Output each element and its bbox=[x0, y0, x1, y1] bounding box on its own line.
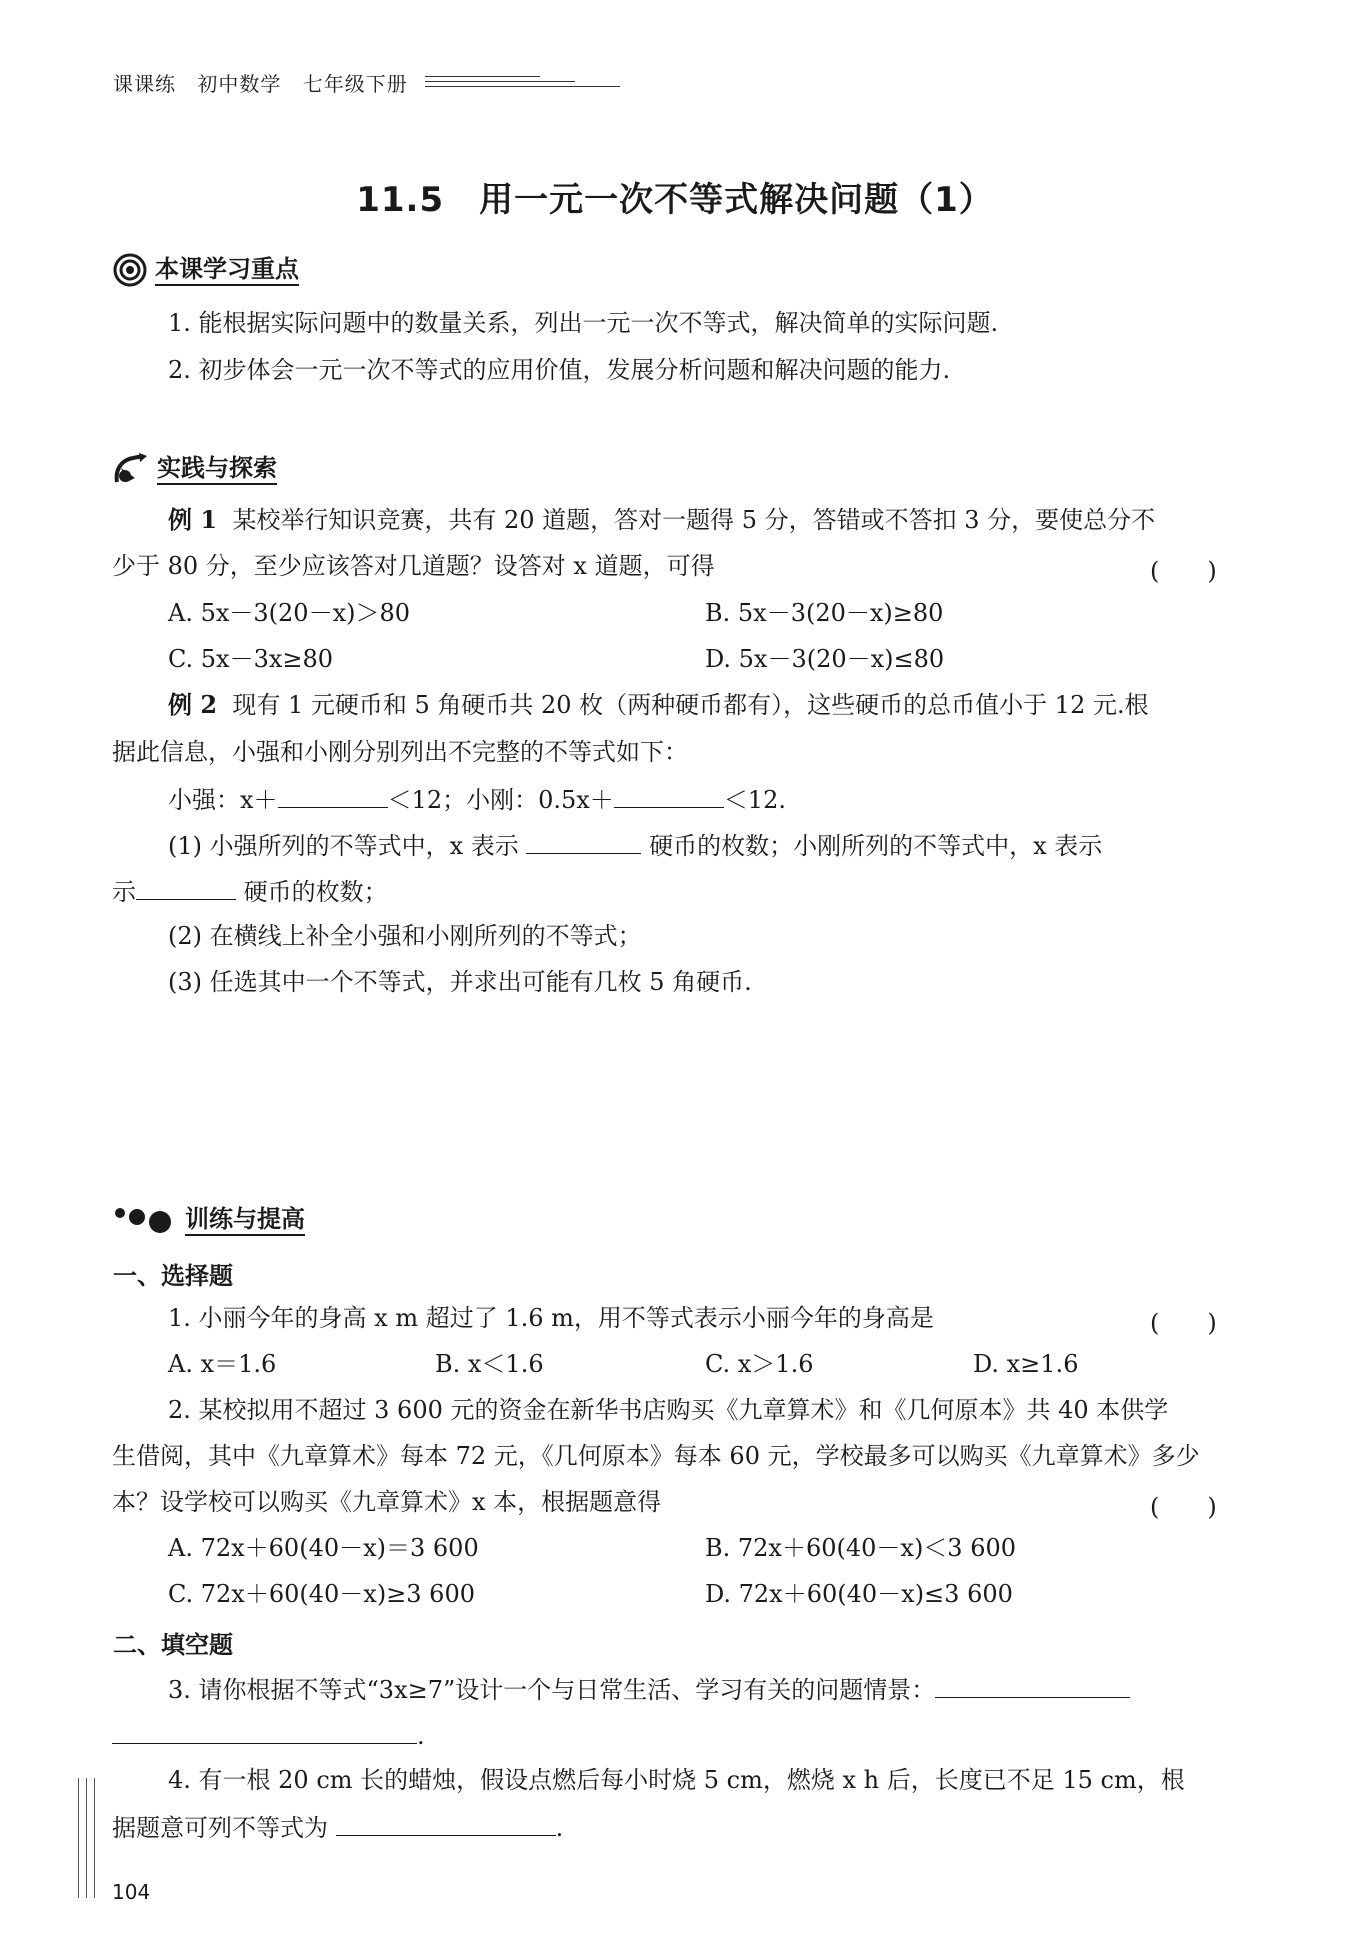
ex2-q1-part-c: 示 bbox=[112, 878, 136, 906]
part1-heading: 一、选择题 bbox=[113, 1262, 233, 1290]
q2-answer-paren: ( ) bbox=[1150, 1493, 1217, 1521]
explore-heading bbox=[113, 452, 277, 486]
ex2-ineq-part-a: 小强：x＋ bbox=[168, 786, 278, 814]
page-number: 104 bbox=[112, 1880, 151, 1904]
q2-option-a: A. 72x＋60(40－x)＝3 600 bbox=[168, 1534, 479, 1562]
q1-option-b: B. x＜1.6 bbox=[435, 1350, 544, 1378]
q1-option-c: C. x＞1.6 bbox=[705, 1350, 814, 1378]
ex1-option-a: A. 5x－3(20－x)＞80 bbox=[168, 599, 411, 627]
ex2-line1 bbox=[168, 688, 1149, 722]
arrow-cursor-icon bbox=[113, 452, 149, 486]
ex2-blank-4[interactable] bbox=[136, 873, 236, 900]
part2-heading: 二、填空题 bbox=[113, 1631, 233, 1659]
focus-item-1: 1. 能根据实际问题中的数量关系，列出一元一次不等式，解决简单的实际问题. bbox=[168, 309, 999, 337]
ex2-text-1: 现有 1 元硬币和 5 角硬币共 20 枚（两种硬币都有），这些硬币的总币值小于 12 元.根 bbox=[232, 691, 1149, 719]
lesson-title: 11.5 用一元一次不等式解决问题（1） bbox=[356, 180, 994, 220]
ex2-blank-1[interactable] bbox=[278, 781, 388, 808]
ex1-line2: 少于 80 分，至少应该答对几道题？设答对 x 道题，可得 bbox=[112, 552, 715, 580]
ex2-q1-part-a: (1) 小强所列的不等式中，x 表示 bbox=[168, 832, 519, 860]
ex1-line1 bbox=[168, 503, 1155, 537]
focus-item-2: 2. 初步体会一元一次不等式的应用价值，发展分析问题和解决问题的能力. bbox=[168, 356, 951, 384]
q2-option-b: B. 72x＋60(40－x)＜3 600 bbox=[705, 1534, 1017, 1562]
q4-text: 据题意可列不等式为 bbox=[112, 1814, 328, 1842]
q4-blank[interactable] bbox=[336, 1809, 556, 1836]
q4-line1: 4. 有一根 20 cm 长的蜡烛，假设点燃后每小时烧 5 cm，燃烧 x h 后，长度已不足 15 cm，根 bbox=[168, 1766, 1185, 1794]
ex2-label: 例 2 bbox=[168, 690, 218, 719]
q2-option-d: D. 72x＋60(40－x)≤3 600 bbox=[705, 1580, 1013, 1608]
ex2-q1-part-d: 硬币的枚数； bbox=[243, 878, 388, 906]
q3-line1 bbox=[168, 1671, 1130, 1707]
q1-answer-paren: ( ) bbox=[1150, 1309, 1217, 1337]
ex2-q1-line1 bbox=[168, 827, 1102, 863]
ex2-q2: (2) 在横线上补全小强和小刚所列的不等式； bbox=[168, 922, 642, 950]
q3-line2 bbox=[112, 1717, 425, 1753]
q3-end: . bbox=[417, 1722, 425, 1750]
q2-line2: 生借阅，其中《九章算术》每本 72 元，《几何原本》每本 60 元，学校最多可以购买《九章算术》多少 bbox=[112, 1442, 1200, 1470]
q2-line3: 本？设学校可以购买《九章算术》x 本，根据题意得 bbox=[112, 1488, 662, 1516]
margin-bars bbox=[78, 1778, 98, 1898]
practice-heading-label: 训练与提高 bbox=[185, 1204, 305, 1236]
q1-option-a: A. x＝1.6 bbox=[168, 1350, 277, 1378]
header-subject: 初中数学 bbox=[197, 72, 282, 96]
q4-end: . bbox=[555, 1814, 564, 1842]
ex2-blank-2[interactable] bbox=[614, 781, 724, 808]
ex1-answer-paren: ( ) bbox=[1150, 557, 1217, 585]
q2-line1: 2. 某校拟用不超过 3 600 元的资金在新华书店购买《九章算术》和《几何原本》共 40 本供学 bbox=[168, 1396, 1169, 1424]
header-series: 课课练 bbox=[113, 72, 176, 96]
ex2-line2: 据此信息，小强和小刚分别列出不完整的不等式如下： bbox=[112, 738, 688, 766]
ex1-label: 例 1 bbox=[168, 505, 218, 534]
ex1-text-1: 某校举行知识竞赛，共有 20 道题，答对一题得 5 分，答错或不答扣 3 分，要使总分不 bbox=[232, 506, 1156, 534]
dots-icon bbox=[113, 1203, 177, 1237]
ex1-option-d: D. 5x－3(20－x)≤80 bbox=[705, 645, 945, 673]
ex2-blank-3[interactable] bbox=[526, 827, 641, 854]
ex2-ineq-part-b: ＜12；小刚：0.5x＋ bbox=[387, 786, 614, 814]
q1-option-d: D. x≥1.6 bbox=[973, 1350, 1079, 1378]
focus-heading-label: 本课学习重点 bbox=[155, 254, 299, 286]
q3-text: 3. 请你根据不等式“3x≥7”设计一个与日常生活、学习有关的问题情景： bbox=[168, 1676, 936, 1704]
ex2-q3: (3) 任选其中一个不等式，并求出可能有几枚 5 角硬币. bbox=[168, 968, 752, 996]
ex2-q1-part-b: 硬币的枚数；小刚所列的不等式中，x 表示 bbox=[649, 832, 1103, 860]
q2-option-c: C. 72x＋60(40－x)≥3 600 bbox=[168, 1580, 475, 1608]
running-header bbox=[113, 68, 422, 97]
header-grade: 七年级下册 bbox=[302, 72, 408, 96]
ex2-q1-line2 bbox=[112, 873, 388, 909]
explore-heading-label: 实践与探索 bbox=[157, 453, 277, 485]
practice-heading bbox=[113, 1203, 305, 1237]
target-icon bbox=[113, 253, 147, 287]
q3-blank-2[interactable] bbox=[112, 1717, 417, 1744]
q4-line2 bbox=[112, 1809, 563, 1845]
q3-blank-1[interactable] bbox=[935, 1671, 1130, 1698]
header-rule-lines bbox=[425, 76, 620, 91]
ex2-inequalities bbox=[168, 781, 786, 817]
focus-heading bbox=[113, 253, 299, 287]
ex1-option-b: B. 5x－3(20－x)≥80 bbox=[705, 599, 944, 627]
ex2-ineq-part-c: ＜12. bbox=[723, 786, 786, 814]
ex1-option-c: C. 5x－3x≥80 bbox=[168, 645, 334, 673]
q1-text: 1. 小丽今年的身高 x m 超过了 1.6 m，用不等式表示小丽今年的身高是 bbox=[168, 1304, 934, 1332]
